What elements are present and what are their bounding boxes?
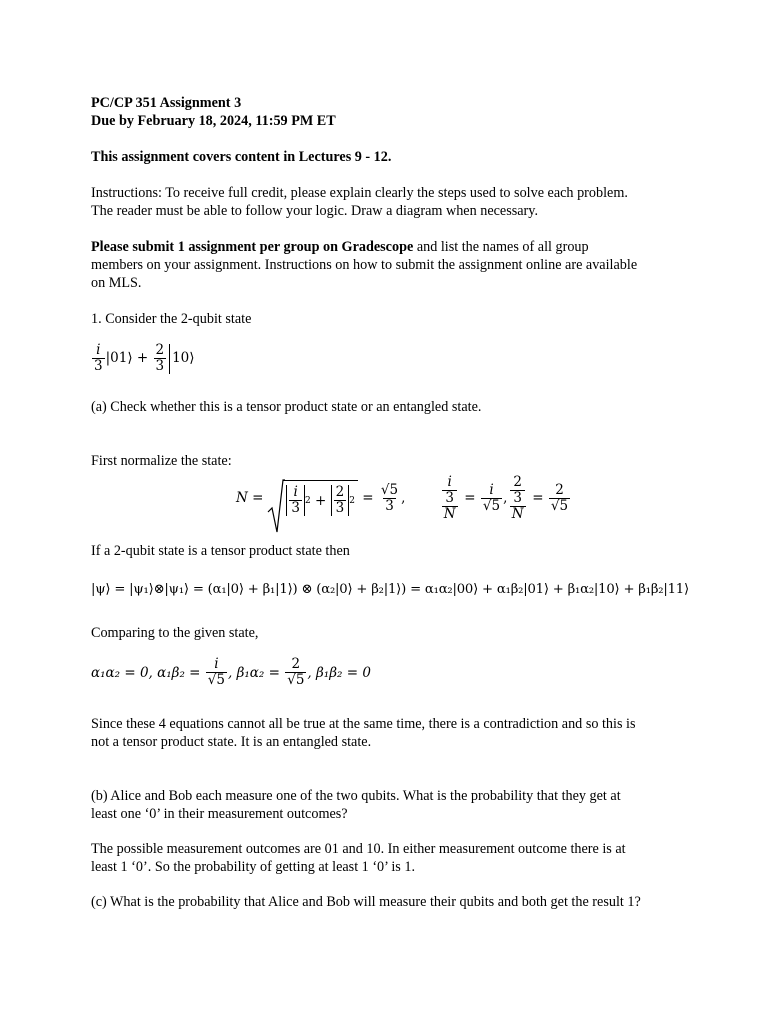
due-date: Due by February 18, 2024, 11:59 PM ET: [91, 113, 336, 129]
coefficient-equations: α₁α₂ = 0, α₁β₂ = $\frac{i}{√5}$ , β₁α₂ = $\frac{2}{√5}$ , β₁β₂ = 0: [91, 656, 371, 688]
answer-b-line-1: The possible measurement outcomes are 01 and 10. In either measurement outcome there is at: [91, 841, 626, 857]
assignment-title: PC/CP 351 Assignment 3: [91, 95, 242, 111]
answer-b-line-2: least 1 ‘0’. So the probability of getting at least 1 ‘0’ is 1.: [91, 859, 416, 875]
tensor-intro: If a 2-qubit state is a tensor product state then: [91, 543, 350, 559]
instructions-line-1: Instructions: To receive full credit, please explain clearly the steps used to solve each problem.: [91, 185, 628, 201]
instructions-line-2: The reader must be able to follow your logic. Draw a diagram when necessary.: [91, 203, 539, 219]
submission-rest: and list the names of all group: [413, 239, 589, 255]
part-c-question: (c) What is the probability that Alice and Bob will measure their qubits and both get the result 1?: [91, 894, 641, 910]
question-1-intro: 1. Consider the 2-qubit state: [91, 311, 252, 327]
comparing-text: Comparing to the given state,: [91, 625, 259, 641]
square-root: $\frac{i}{3}$ 2 + $\frac{2}{3}$ 2: [267, 480, 358, 516]
given-state: $\frac{i}{3}$ |01⟩ + $\frac{2}{3}$ 10⟩: [94, 342, 195, 374]
submission-line-1: [91, 238, 691, 256]
tensor-product-equation: |ψ⟩ = |ψ₁⟩⊗|ψ₁⟩ = (α₁|0⟩ + β₁|1⟩) ⊗ (α₂|0⟩ + β₂|1⟩) = α₁α₂|00⟩ + α₁β₂|01⟩ + β₁α₂|10⟩ + β₁β₂|11⟩: [91, 582, 689, 597]
submission-line-3: on MLS.: [91, 275, 142, 291]
coef-2: $\frac{2}{3}$: [155, 342, 165, 374]
part-a-question: (a) Check whether this is a tensor product state or an entangled state.: [91, 399, 482, 415]
part-b-line-2: least one ‘0’ in their measurement outcomes?: [91, 806, 348, 822]
coef-1: $\frac{i}{3}$: [94, 342, 103, 374]
normalize-text: First normalize the state:: [91, 453, 232, 469]
submission-bold: Please submit 1 assignment per group on Gradescope: [91, 239, 414, 255]
radical-sign: [267, 478, 285, 534]
ratio-1: i 3 N: [443, 473, 456, 522]
normalization-equation: N = $\frac{i}{3}$ 2 + $\frac{2}{3}$ 2 = $\frac{√5}{3}$ , i 3 N = $\frac{i}{√5}$ , 2 3 N = $\frac{2}{√5}$: [236, 470, 571, 526]
ratio-2: 2 3 N: [511, 473, 524, 522]
coverage-note: This assignment covers content in Lectures 9 - 12.: [91, 149, 392, 165]
submission-line-2: members on your assignment. Instructions on how to submit the assignment online are available: [91, 257, 638, 273]
conclusion-line-2: not a tensor product state. It is an entangled state.: [91, 734, 372, 750]
conclusion-line-1: Since these 4 equations cannot all be true at the same time, there is a contradiction and so this is: [91, 716, 636, 732]
part-b-line-1: (b) Alice and Bob each measure one of the two qubits. What is the probability that they get at: [91, 788, 621, 804]
